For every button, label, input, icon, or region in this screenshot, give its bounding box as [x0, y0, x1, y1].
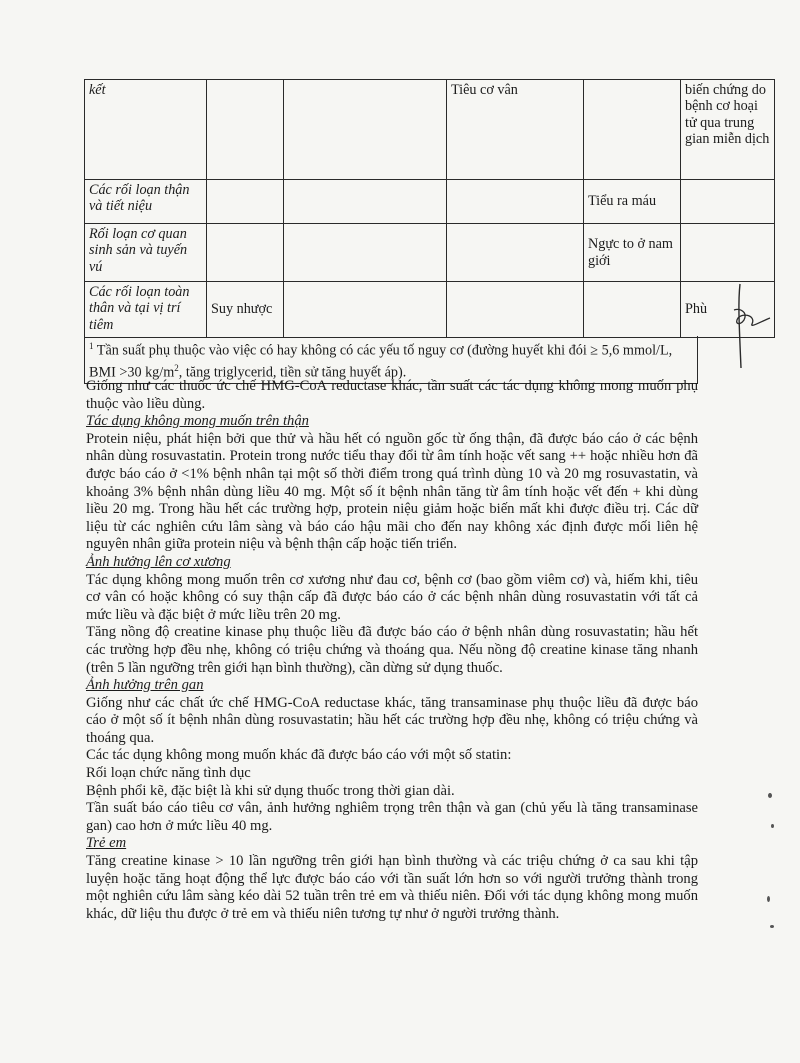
table-cell: [584, 80, 681, 180]
table-row: [85, 224, 775, 282]
paragraph-kidney: Protein niệu, phát hiện bởi que thử và hầu hết có nguồn gốc từ ống thận, đã được báo cáo ở các bệnh nhân dùng rosuvastatin. Protein trong nước tiểu thay đổi từ âm tính hoặc vết sang ++ hoặc nhiều hơn đã được báo cáo ở <1% bệnh nhân tại một số thời điểm trong quá trình dùng 10 và 20 mg rosuvastatin, và khoảng 3% bệnh nhân dùng liều 40 mg. Một số ít bệnh nhân tăng từ âm tính hoặc vết đến + khi dùng liều 20 mg. Trong hầu hết các trường hợp, protein niệu giảm hoặc biến mất khi được điều trị. Các dữ liệu từ các nghiên cứu lâm sàng và báo cáo hậu mãi cho đến nay không xác định được mối liên hệ nguyên nhân giữa protein niệu và bệnh thận cấp hoặc tiến triển.: [86, 430, 698, 553]
scan-speck: [768, 793, 772, 798]
paragraph-frequency-40mg: Tần suất báo cáo tiêu cơ vân, ảnh hưởng nghiêm trọng trên thận và gan (chủ yếu là tăng transaminase gan) cao hơn ở mức liều 40 mg.: [86, 800, 698, 834]
paragraph-other-statin-effects: Các tác dụng không mong muốn khác đã được báo cáo với một số statin:: [86, 747, 512, 764]
table-cell: Suy nhược: [207, 282, 284, 338]
table-row: [85, 282, 775, 338]
heading-liver-effects: Ảnh hưởng trên gan: [86, 677, 204, 694]
paragraph-sexual-dysfunction: Rối loạn chức năng tình dục: [86, 765, 251, 782]
footnote-marker: 1: [89, 341, 94, 351]
table-cell: Phù: [681, 282, 775, 338]
adverse-effects-table: [84, 79, 775, 338]
scan-speck: [771, 824, 774, 828]
table-cell: [284, 80, 447, 180]
paragraph-dose-dependence: Giống như các thuốc ức chế HMG-CoA reductase khác, tần suất các tác dụng không mong muốn phụ thuộc vào liều dùng.: [86, 378, 698, 412]
paragraph-musculoskeletal-2: Tăng nồng độ creatine kinase phụ thuộc liều đã được báo cáo ở bệnh nhân dùng rosuvastatin; hầu hết các trường hợp đều nhẹ, không có triệu chứng và thoáng qua. Nếu nồng độ creatine kinase tăng nhanh (trên 5 lần ngưỡng trên giới hạn bình thường), cần dừng sử dụng thuốc.: [86, 624, 698, 676]
handwritten-signature-icon: [726, 282, 778, 372]
paragraph-interstitial-lung-disease: Bệnh phổi kẽ, đặc biệt là khi sử dụng thuốc trong thời gian dài.: [86, 782, 455, 799]
table-cell: Tiểu ra máu: [584, 180, 681, 224]
scan-speck: [767, 896, 770, 902]
paragraph-musculoskeletal-1: Tác dụng không mong muốn trên cơ xương như đau cơ, bệnh cơ (bao gồm viêm cơ) và, hiếm khi, tiêu cơ vân có hoặc không có suy thận cấp đã được báo cáo ở các bệnh nhân dùng rosuvastatin với tất cả mức liều và đặc biệt ở mức liều trên 20 mg.: [86, 571, 698, 623]
table-cell: [681, 180, 775, 224]
table-cell: [207, 224, 284, 282]
body-text: [86, 378, 698, 923]
table-cell-category: Các rối loạn thận và tiết niệu: [85, 180, 207, 224]
paragraph-liver: Giống như các chất ức chế HMG-CoA reductase khác, tăng transaminase phụ thuộc liều đã được báo cáo ở một số ít bệnh nhân dùng rosuvastatin; hầu hết các trường hợp đều nhẹ, không có triệu chứng và thoáng qua.: [86, 694, 698, 746]
heading-kidney-effects: Tác dụng không mong muốn trên thận: [86, 413, 309, 430]
paragraph-children: Tăng creatine kinase > 10 lần ngưỡng trên giới hạn bình thường và các triệu chứng ở ca sau khi tập luyện hoặc tăng hoạt động thể lực được báo cáo với tần suất lớn hơn so với người trưởng thành trong một nghiên cứu lâm sàng kéo dài 52 tuần trên trẻ em và thiếu niên. Đối với tác dụng không mong muốn khác, dữ liệu thu được ở trẻ em và thiếu niên tương tự như ở người trưởng thành.: [86, 853, 698, 922]
table-cell-category: Các rối loạn toàn thân và tại vị trí tiêm: [85, 282, 207, 338]
table-cell: [447, 224, 584, 282]
table-cell: [284, 282, 447, 338]
table-cell: [207, 80, 284, 180]
footnote-text: Tần suất phụ thuộc vào việc có hay không có các yếu tố nguy cơ (đường huyết khi đói ≥ 5,6 mmol/L, BMI >30 kg/m: [89, 342, 673, 381]
table-cell: [447, 180, 584, 224]
table-cell: Ngực to ở nam giới: [584, 224, 681, 282]
table-cell-category: Rối loạn cơ quan sinh sản và tuyến vú: [85, 224, 207, 282]
footnote-superscript: 2: [174, 362, 179, 373]
table-cell: [584, 282, 681, 338]
table-cell: [284, 180, 447, 224]
table-cell: [681, 224, 775, 282]
table-cell: biến chứng do bệnh cơ hoại tử qua trung gian miễn dịch: [681, 80, 775, 180]
table-cell-category: kết: [85, 80, 207, 180]
heading-children: Trẻ em: [86, 835, 127, 852]
table-cell: [447, 282, 584, 338]
table-cell: [284, 224, 447, 282]
heading-musculoskeletal-effects: Ảnh hưởng lên cơ xương: [86, 553, 231, 570]
table-row: [85, 80, 775, 180]
table-row: [85, 180, 775, 224]
footnote-text-end: , tăng triglycerid, tiền sử tăng huyết áp).: [178, 364, 407, 381]
table-cell: [207, 180, 284, 224]
scan-speck: [770, 925, 774, 928]
table-cell: Tiêu cơ vân: [447, 80, 584, 180]
